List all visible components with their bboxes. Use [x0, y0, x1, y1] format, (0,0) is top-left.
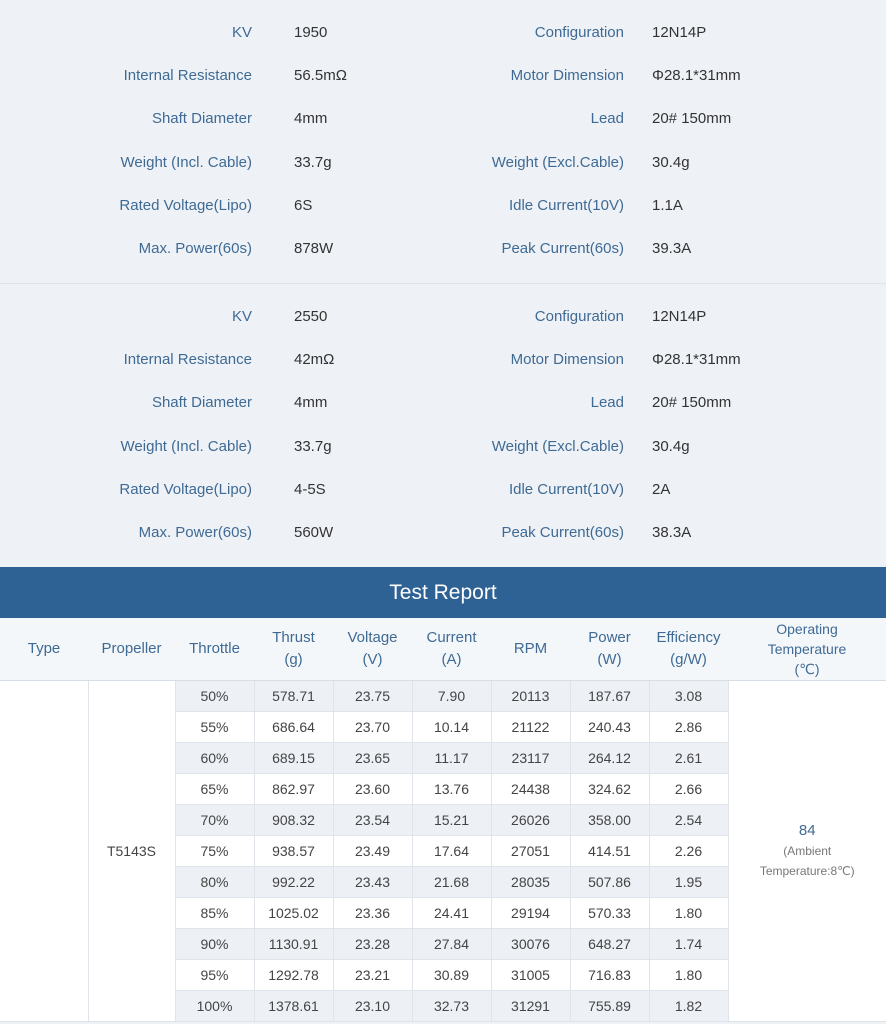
spec-row: [0, 237, 886, 261]
spec-value: 12N14P: [652, 24, 707, 41]
spec-value: 878W: [294, 240, 334, 257]
thrust-cell: 908.32: [254, 804, 333, 835]
voltage-cell: 23.75: [333, 680, 412, 711]
spec-value: 2A: [652, 481, 671, 498]
spec-value: 2550: [294, 308, 328, 325]
spec-label: Peak Current(60s): [501, 524, 624, 541]
throttle-cell: 80%: [175, 866, 254, 897]
spec-label: Shaft Diameter: [151, 110, 252, 127]
current-cell: 30.89: [412, 959, 491, 990]
voltage-cell: 23.60: [333, 773, 412, 804]
power-cell: 755.89: [570, 990, 649, 1021]
spec-row: [0, 64, 886, 88]
spec-block-2550kv: [0, 283, 886, 567]
col-header-type: Type: [0, 618, 88, 680]
throttle-cell: 60%: [175, 742, 254, 773]
spec-row: [0, 151, 886, 175]
spec-value: 42mΩ: [294, 351, 335, 368]
spec-value: 33.7g: [294, 154, 332, 171]
thrust-cell: 1378.61: [254, 990, 333, 1021]
spec-label: Max. Power(60s): [138, 524, 252, 541]
thrust-cell: 689.15: [254, 742, 333, 773]
throttle-cell: 100%: [175, 990, 254, 1021]
spec-value: 33.7g: [294, 438, 332, 455]
current-cell: 32.73: [412, 990, 491, 1021]
rpm-cell: 24438: [491, 773, 570, 804]
throttle-cell: 55%: [175, 711, 254, 742]
spec-row: [0, 435, 886, 459]
spec-label: Idle Current(10V): [508, 481, 624, 498]
spec-label: Internal Resistance: [123, 351, 252, 368]
spec-value: 560W: [294, 524, 334, 541]
test-report-title: Test Report: [389, 580, 497, 604]
thrust-cell: 1025.02: [254, 897, 333, 928]
power-cell: 570.33: [570, 897, 649, 928]
col-header-power: Power (W): [570, 618, 649, 680]
thrust-cell: 992.22: [254, 866, 333, 897]
voltage-cell: 23.54: [333, 804, 412, 835]
spec-value: 56.5mΩ: [294, 67, 347, 84]
spec-label: Internal Resistance: [123, 67, 252, 84]
efficiency-cell: 1.82: [649, 990, 728, 1021]
spec-value: 1950: [294, 24, 328, 41]
efficiency-cell: 1.80: [649, 897, 728, 928]
current-cell: 13.76: [412, 773, 491, 804]
voltage-cell: 23.65: [333, 742, 412, 773]
spec-value: 4mm: [294, 394, 328, 411]
spec-value: 30.4g: [652, 154, 690, 171]
current-cell: 15.21: [412, 804, 491, 835]
voltage-cell: 23.49: [333, 835, 412, 866]
spec-label: Peak Current(60s): [501, 240, 624, 257]
spec-label: Lead: [590, 394, 624, 411]
spec-row: [0, 391, 886, 415]
spec-block-1950kv: [0, 0, 886, 283]
spec-label: Configuration: [534, 308, 624, 325]
operating-temperature-cell: [728, 680, 886, 1021]
efficiency-cell: 1.95: [649, 866, 728, 897]
current-cell: 17.64: [412, 835, 491, 866]
power-cell: 240.43: [570, 711, 649, 742]
thrust-cell: 1292.78: [254, 959, 333, 990]
col-header-thrust: Thrust (g): [254, 618, 333, 680]
voltage-cell: 23.70: [333, 711, 412, 742]
spec-row: [0, 194, 886, 218]
spec-value: 39.3A: [652, 240, 692, 257]
thrust-cell: 578.71: [254, 680, 333, 711]
spec-row: [0, 521, 886, 545]
spec-value: Φ28.1*31mm: [652, 67, 741, 84]
efficiency-cell: 2.54: [649, 804, 728, 835]
rpm-cell: 27051: [491, 835, 570, 866]
type-cell: [0, 680, 88, 1021]
rpm-cell: 26026: [491, 804, 570, 835]
spec-label: Weight (Incl. Cable): [120, 438, 252, 455]
spec-value: 30.4g: [652, 438, 690, 455]
propeller-cell: T5143S: [88, 680, 175, 1021]
rpm-cell: 29194: [491, 897, 570, 928]
col-header-current: Current (A): [412, 618, 491, 680]
spec-row: [0, 305, 886, 329]
thrust-cell: 1130.91: [254, 928, 333, 959]
efficiency-cell: 1.80: [649, 959, 728, 990]
spec-label: Idle Current(10V): [508, 197, 624, 214]
spec-row: [0, 348, 886, 372]
voltage-cell: 23.28: [333, 928, 412, 959]
rpm-cell: 23117: [491, 742, 570, 773]
spec-value: Φ28.1*31mm: [652, 351, 741, 368]
rpm-cell: 31005: [491, 959, 570, 990]
efficiency-cell: 2.61: [649, 742, 728, 773]
spec-label: KV: [231, 308, 252, 325]
current-cell: 7.90: [412, 680, 491, 711]
col-header-operating-temperature: Operating Temperature (℃): [728, 618, 886, 680]
efficiency-cell: 2.66: [649, 773, 728, 804]
power-cell: 187.67: [570, 680, 649, 711]
spec-label: Motor Dimension: [510, 67, 624, 84]
test-report-header: [0, 567, 886, 618]
temperature-value: 84: [798, 821, 816, 839]
voltage-cell: 23.36: [333, 897, 412, 928]
col-header-propeller: Propeller: [88, 618, 175, 680]
spec-label: Rated Voltage(Lipo): [119, 197, 252, 214]
spec-label: Rated Voltage(Lipo): [119, 481, 252, 498]
spec-label: KV: [231, 24, 252, 41]
spec-value: 6S: [294, 197, 313, 214]
spec-value: 4-5S: [294, 481, 326, 498]
spec-label: Max. Power(60s): [138, 240, 252, 257]
spec-label: Motor Dimension: [510, 351, 624, 368]
spec-label: Configuration: [534, 24, 624, 41]
spec-label: Lead: [590, 110, 624, 127]
power-cell: 358.00: [570, 804, 649, 835]
spec-value: 20# 150mm: [652, 394, 732, 411]
throttle-cell: 50%: [175, 680, 254, 711]
spec-label: Shaft Diameter: [151, 394, 252, 411]
rpm-cell: 31291: [491, 990, 570, 1021]
throttle-cell: 70%: [175, 804, 254, 835]
efficiency-cell: 2.86: [649, 711, 728, 742]
efficiency-cell: 1.74: [649, 928, 728, 959]
rpm-cell: 30076: [491, 928, 570, 959]
power-cell: 648.27: [570, 928, 649, 959]
spec-value: 20# 150mm: [652, 110, 732, 127]
current-cell: 11.17: [412, 742, 491, 773]
table-header-row: [0, 618, 886, 680]
spec-label: Weight (Excl.Cable): [491, 154, 624, 171]
power-cell: 264.12: [570, 742, 649, 773]
voltage-cell: 23.21: [333, 959, 412, 990]
spec-value: 38.3A: [652, 524, 692, 541]
current-cell: 24.41: [412, 897, 491, 928]
current-cell: 10.14: [412, 711, 491, 742]
current-cell: 21.68: [412, 866, 491, 897]
power-cell: 716.83: [570, 959, 649, 990]
rpm-cell: 21122: [491, 711, 570, 742]
throttle-cell: 90%: [175, 928, 254, 959]
spec-row: [0, 478, 886, 502]
efficiency-cell: 2.26: [649, 835, 728, 866]
thrust-cell: 686.64: [254, 711, 333, 742]
ambient-temperature-note: Temperature:8℃): [759, 863, 855, 878]
spec-label: Weight (Excl.Cable): [491, 438, 624, 455]
voltage-cell: 23.10: [333, 990, 412, 1021]
rpm-cell: 28035: [491, 866, 570, 897]
power-cell: 324.62: [570, 773, 649, 804]
spec-label: Weight (Incl. Cable): [120, 154, 252, 171]
col-header-voltage: Voltage (V): [333, 618, 412, 680]
throttle-cell: 95%: [175, 959, 254, 990]
table-row: [0, 680, 886, 711]
spec-value: 1.1A: [652, 197, 683, 214]
throttle-cell: 75%: [175, 835, 254, 866]
rpm-cell: 20113: [491, 680, 570, 711]
spec-value: 4mm: [294, 110, 328, 127]
ambient-temperature-note: (Ambient: [783, 843, 832, 858]
current-cell: 27.84: [412, 928, 491, 959]
col-header-rpm: RPM: [491, 618, 570, 680]
power-cell: 507.86: [570, 866, 649, 897]
spec-row: [0, 21, 886, 45]
efficiency-cell: 3.08: [649, 680, 728, 711]
col-header-efficiency: Efficiency (g/W): [649, 618, 728, 680]
throttle-cell: 65%: [175, 773, 254, 804]
test-report-table: [0, 618, 886, 1022]
throttle-cell: 85%: [175, 897, 254, 928]
spec-value: 12N14P: [652, 308, 707, 325]
power-cell: 414.51: [570, 835, 649, 866]
col-header-throttle: Throttle: [175, 618, 254, 680]
thrust-cell: 938.57: [254, 835, 333, 866]
thrust-cell: 862.97: [254, 773, 333, 804]
voltage-cell: 23.43: [333, 866, 412, 897]
spec-row: [0, 107, 886, 131]
